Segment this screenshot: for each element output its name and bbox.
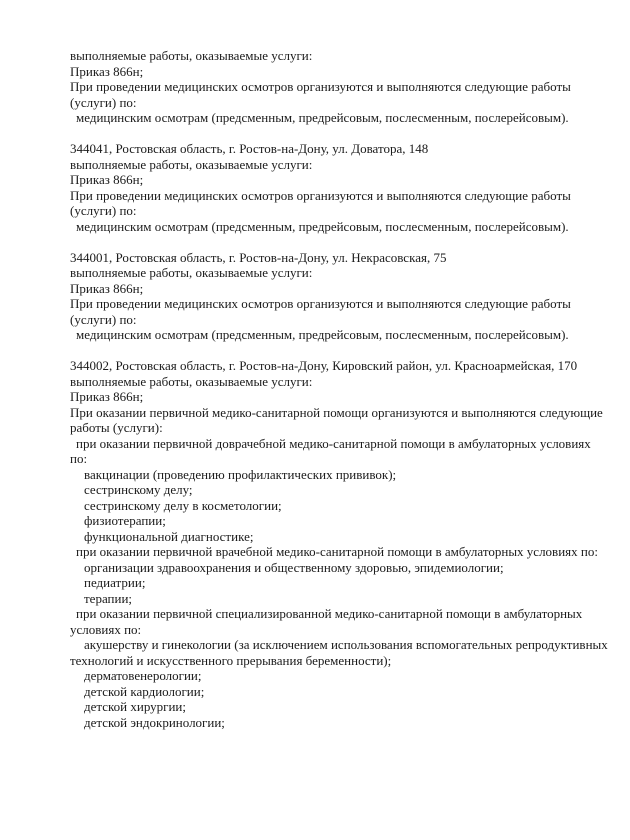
document-line-text: детской кардиологии; [84,683,205,699]
document-line [70,684,594,700]
document-line [70,374,594,390]
document-line [70,622,594,638]
document-line-text: Приказ 866н; [70,389,144,404]
document-line [70,219,594,235]
document-line-text: медицинским осмотрам (предсменным, предрейсовым, послесменным, послерейсовым). [76,110,569,125]
document-line [70,404,603,421]
document-line [70,420,594,436]
document-line [70,312,594,328]
document-line [70,467,594,483]
document-line [70,79,594,95]
document-line-text: При оказании первичной медико-санитарной помощи организуются и выполняются следующие [70,404,603,420]
document-line-text: терапии; [84,590,133,606]
document-line [70,591,594,607]
document-line [70,343,594,359]
document-line-text: При проведении медицинских осмотров организуются и выполняются следующие работы [70,79,571,94]
document-line-text: технологий и искусственного прерывания беременности); [70,652,392,668]
document-line [70,560,594,576]
document-line-text: 344041, Ростовская область, г. Ростов-на-Дону, ул. Доватора, 148 [70,141,429,156]
document-line [70,451,594,467]
document-line [70,544,598,560]
document-line-text: сестринскому делу; [84,482,193,497]
document-line-text: физиотерапии; [84,513,166,528]
document-line [70,498,594,514]
document-line [70,157,594,173]
document-line-text: выполняемые работы, оказываемые услуги: [70,265,313,280]
document-line-text: выполняемые работы, оказываемые услуги: [70,48,313,63]
document-line-text: (услуги) по: [70,311,137,327]
document-line [70,668,594,684]
document-line-text: педиатрии; [84,575,146,590]
document-line-text: при оказании первичной специализированной медико-санитарной помощи в амбулаторных [76,606,583,621]
document-line-text: акушерству и гинекологии (за исключением использования вспомогательных репродуктивных [84,637,608,652]
document-line [70,110,594,126]
document-line [70,281,594,297]
document-line-text: при оказании первичной врачебной медико-санитарной помощи в амбулаторных условиях по: [76,544,598,559]
document-line-text: медицинским осмотрам (предсменным, предрейсовым, послесменным, послерейсовым). [76,218,569,234]
document-line [70,141,594,157]
document-line-text: детской эндокринологии; [84,714,225,730]
document-line-text: функциональной диагностике; [84,528,254,544]
document-line-text: по: [70,451,88,466]
document-line [70,715,594,731]
document-line [70,389,594,405]
document-line [70,296,594,312]
document-line [70,529,594,545]
document-line [70,172,594,188]
document-line-text: 344002, Ростовская область, г. Ростов-на-Дону, Кировский район, ул. Красноармейская, 170 [70,358,578,373]
document-line [70,95,594,111]
document-line [70,699,594,715]
document-line-text: дерматовенерологии; [84,668,202,683]
document-line-text: выполняемые работы, оказываемые услуги: [70,156,313,172]
document-line-text: При проведении медицинских осмотров организуются и выполняются следующие работы [70,187,571,203]
document-line-text: 344001, Ростовская область, г. Ростов-на-Дону, ул. Некрасовская, 75 [70,249,447,265]
document-line-text: вакцинации (проведению профилактических прививок); [84,466,397,482]
document-line [70,234,594,250]
document-line [70,188,594,204]
document-body [70,48,608,730]
document-line-text: при оказании первичной доврачебной медико-санитарной помощи в амбулаторных условиях [76,435,591,451]
document-line-text: условиях по: [70,621,142,637]
document-line [70,637,608,653]
document-line [70,513,594,529]
document-line-text: Приказ 866н; [70,63,144,79]
document-line [70,203,594,219]
document-line-text: (услуги) по: [70,94,137,110]
document-line-text: организации здравоохранения и общественному здоровью, эпидемиологии; [84,559,504,575]
document-line [70,606,594,622]
document-line-text: (услуги) по: [70,203,137,218]
document-line [70,358,594,374]
document-line-text: работы (услуги): [70,420,163,435]
document-line [70,327,594,343]
document-line [70,48,594,64]
document-line [70,575,594,591]
document-line-text: Приказ 866н; [70,172,144,187]
document-line-text: выполняемые работы, оказываемые услуги: [70,373,313,389]
document-line [70,265,594,281]
document-line [70,653,594,669]
document-line-text: медицинским осмотрам (предсменным, предрейсовым, послесменным, послерейсовым). [76,327,569,342]
document-line-text: При проведении медицинских осмотров организуются и выполняются следующие работы [70,296,571,311]
document-line [70,126,594,142]
document-line [70,436,594,452]
document-line-text: сестринскому делу в косметологии; [84,497,282,513]
document-line [70,64,594,80]
document-line-text: Приказ 866н; [70,280,144,296]
document-line [70,250,594,266]
document-line-text: детской хирургии; [84,699,187,714]
document-line [70,482,594,498]
